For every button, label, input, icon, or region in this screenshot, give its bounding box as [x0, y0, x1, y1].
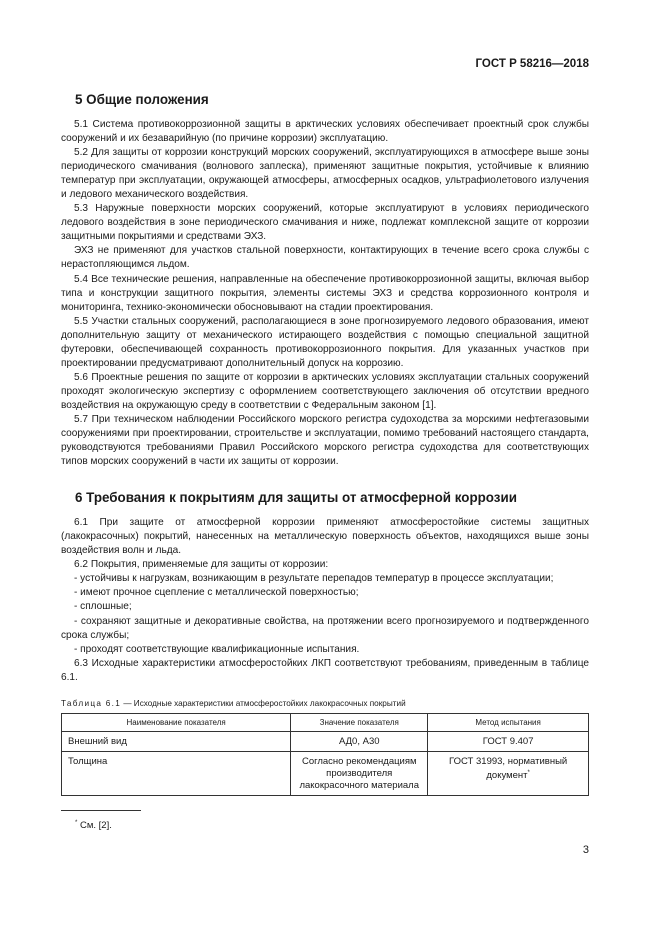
- list-item-properties: - сохраняют защитные и декоративные свойства, на протяжении всего прогнозируемого и подтвержденного срока службы;: [61, 615, 589, 641]
- list-item-continuous: - сплошные;: [74, 601, 132, 613]
- list-item-adhesion: - имеют прочное сцепление с металлической поверхностью;: [74, 587, 359, 599]
- table-cell-method: [428, 752, 589, 796]
- table-cell: Согласно рекомендациям производителя лакокрасочного материала: [291, 752, 428, 796]
- table-caption-text: — Исходные характеристики атмосферостойких лакокрасочных покрытий: [123, 698, 406, 708]
- document-code: ГОСТ Р 58216—2018: [475, 58, 589, 70]
- table-header-cell: Наименование показателя: [62, 713, 291, 731]
- list-item-temperature: - устойчивы к нагрузкам, возникающим в результате перепадов температур в процессе эксплуатации;: [74, 573, 554, 585]
- table-caption: [61, 699, 589, 708]
- table-cell: АД0, А30: [291, 731, 428, 752]
- para-5-3-ehz: ЭХЗ не применяют для участков стальной поверхности, контактирующих в течение всего срока службы с нерастопляющимся льдом.: [61, 245, 589, 271]
- footnote-divider: [61, 810, 141, 811]
- footnote-marker: *: [527, 769, 530, 776]
- footnote-mark: *: [75, 820, 78, 826]
- table-cell: Толщина: [62, 752, 291, 796]
- characteristics-table: [61, 713, 589, 796]
- table-header-cell: Метод испытания: [428, 713, 589, 731]
- page-content: [61, 92, 589, 796]
- table-row: [62, 752, 589, 796]
- footnote-text: См. [2].: [77, 820, 112, 832]
- method-text: ГОСТ 31993, нормативный документ: [449, 756, 568, 782]
- table-cell: ГОСТ 9.407: [428, 731, 589, 752]
- section-5-title: 5 Общие положения: [75, 92, 209, 107]
- para-5-7: 5.7 При техническом наблюдении Российского морского регистра судоходства за морскими нефтегазовыми сооружениями при проектировании, строительстве и эксплуатации, помимо требований настоящего стандарта, руководствуются требованиями Правил Российского морского регистра судоходства для соответствующих типов морских сооружений в части их защиты от коррозии.: [61, 413, 589, 468]
- table-header-cell: Значение показателя: [291, 713, 428, 731]
- table-row: [62, 731, 589, 752]
- para-5-2: 5.2 Для защиты от коррозии конструкций морских сооружений, эксплуатирующихся в атмосфере выше зоны периодического смачивания (волнового заплеска), применяют защитные покрытия, устойчивые к влиянию температур при эксплуатации, окружающей атмосферы, атмосферных осадков, ультрафиолетового излучения и ледового механического воздействия.: [61, 147, 589, 201]
- section-6-title: 6 Требования к покрытиям для защиты от атмосферной коррозии: [75, 490, 517, 506]
- para-5-4: 5.4 Все технические решения, направленные на обеспечение противокоррозионной защиты, включая выбор типа и конструкции защитного покрытия, элементы системы ЭХЗ и средства коррозионного контроля и мониторинга, технико-экономически обосновывают на стадии проектирования.: [61, 273, 589, 313]
- page-number: 3: [582, 844, 589, 856]
- para-6-3: 6.3 Исходные характеристики атмосферостойких ЛКП соответствуют требованиям, приведенным в таблице 6.1.: [61, 657, 589, 683]
- table-header-row: [62, 713, 589, 731]
- para-5-5: 5.5 Участки стальных сооружений, располагающиеся в зоне прогнозируемого ледового образования, имеют дополнительную защиту от механического истирающего воздействия с помощью специальной защитной футеровки, обеспечивающей сохранность противокоррозионного покрытия. Для указанных участков при проектировании предусматривают дополнительный допуск на коррозию.: [61, 315, 589, 369]
- footnote: [75, 820, 112, 831]
- list-item-qualification: - проходят соответствующие квалификационные испытания.: [74, 643, 360, 655]
- table-caption-label: Таблица 6.1: [61, 698, 122, 708]
- para-5-3: 5.3 Наружные поверхности морских сооружений, которые эксплуатируют в условиях периодического ледового воздействия в зоне периодического смачивания и ниже, подлежат комплексной защите от коррозии защитными покрытиями и средствами ЭХЗ.: [61, 203, 589, 243]
- para-6-2: 6.2 Покрытия, применяемые для защиты от коррозии:: [74, 559, 329, 571]
- table-cell: Внешний вид: [62, 731, 291, 752]
- para-6-1: 6.1 При защите от атмосферной коррозии применяют атмосферостойкие системы защитных (лакокрасочных) покрытий, нанесенных на металлическую поверхность объектов, находящихся выше зоны воздействия волн и льда.: [61, 517, 589, 557]
- para-5-6: 5.6 Проектные решения по защите от коррозии в арктических условиях эксплуатации стальных сооружений проходят экологическую экспертизу с оформлением соответствующего заключения об отсутствии вредного воздействия на окружающую среду в соответствии с Федеральным законом [1].: [61, 371, 589, 411]
- para-5-1: 5.1 Система противокоррозионной защиты в арктических условиях обеспечивает проектный срок службы сооружений и их безаварийную (по причине коррозии) эксплуатацию.: [61, 119, 589, 145]
